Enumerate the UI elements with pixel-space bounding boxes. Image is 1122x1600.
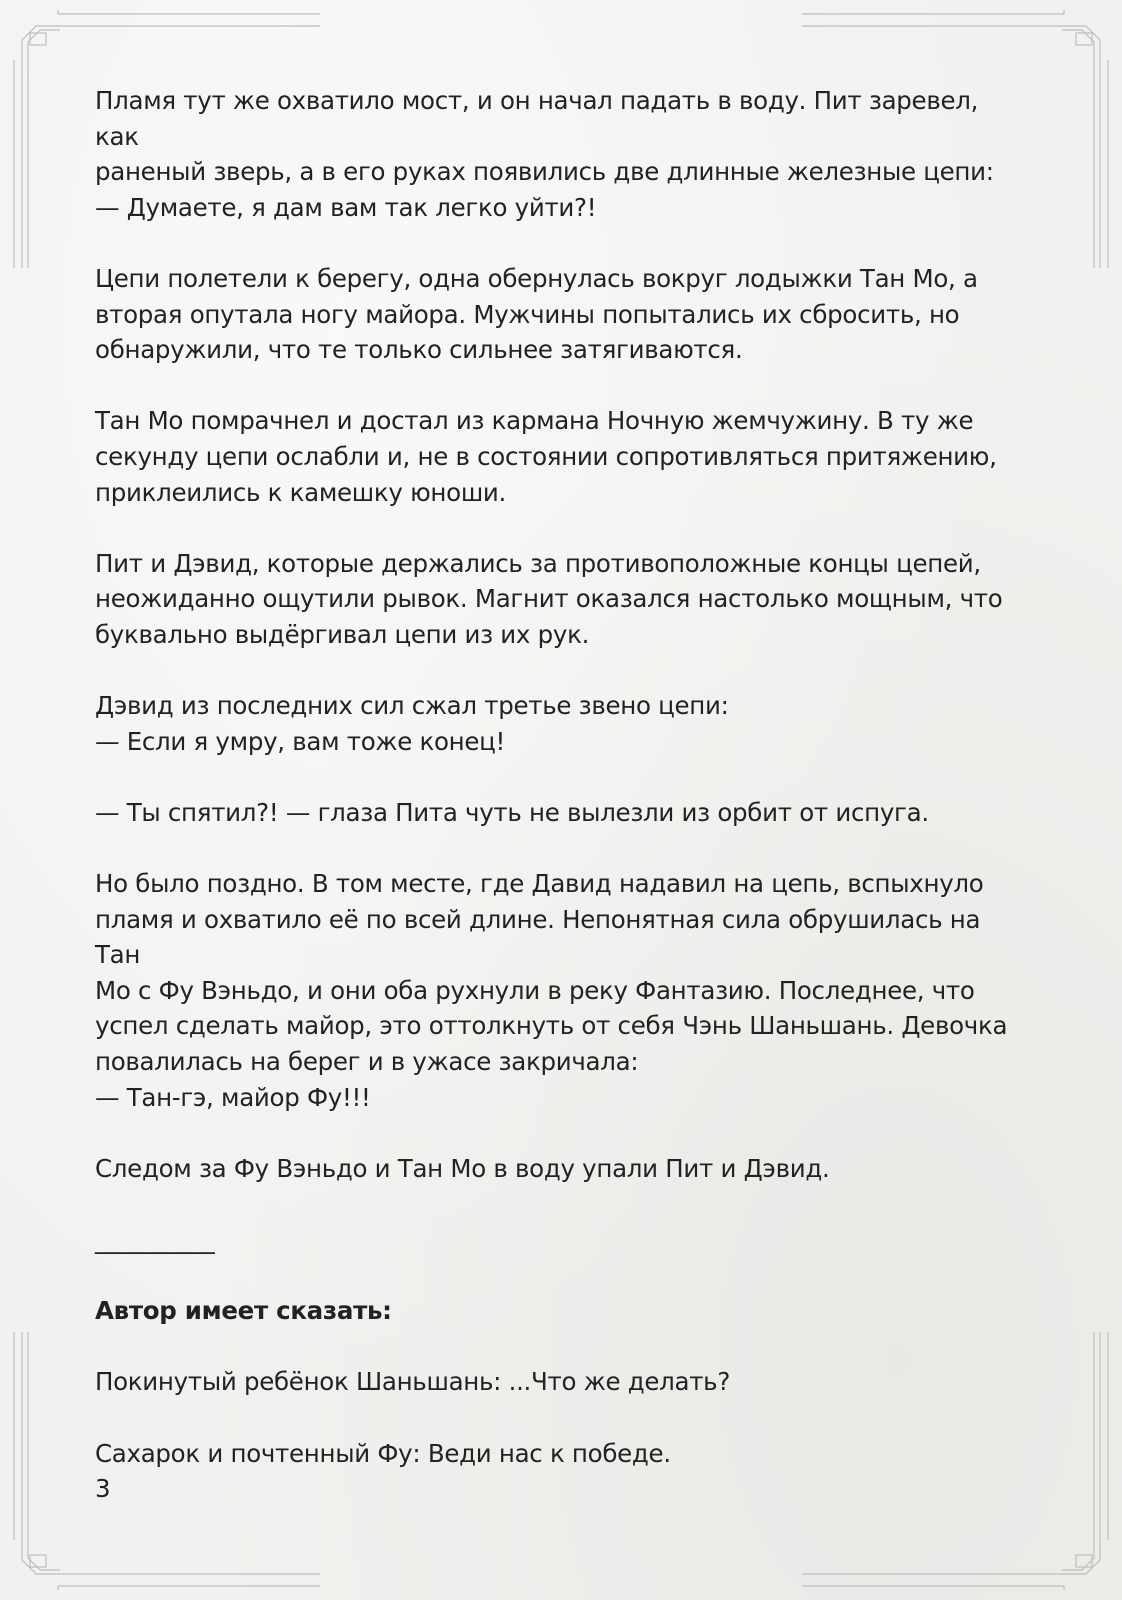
paragraph bbox=[95, 1151, 1025, 1187]
text-line: успел сделать майор, это оттолкнуть от себя Чэнь Шаньшань. Девочка bbox=[95, 1011, 1008, 1041]
page-number: 3 bbox=[95, 1474, 111, 1504]
text-line: Пламя тут же охватило мост, и он начал падать в воду. Пит заревел, как bbox=[95, 86, 979, 151]
text-line: пламя и охватило её по всей длине. Непонятная сила обрушилась на Тан bbox=[95, 904, 981, 970]
paragraph bbox=[95, 688, 1025, 759]
paragraph bbox=[95, 546, 1025, 653]
text-line: Дэвид из последних сил сжал третье звено цепи: bbox=[95, 691, 729, 721]
text-line: — Тан-гэ, майор Фу!!! bbox=[95, 1082, 371, 1112]
paragraph bbox=[95, 83, 1025, 225]
text-line: буквально выдёргивал цепи из их рук. bbox=[95, 619, 590, 649]
paragraph bbox=[95, 261, 1025, 368]
text-line: Мо с Фу Вэньдо, и они оба рухнули в реку Фантазию. Последнее, что bbox=[95, 975, 975, 1005]
text-line: секунду цепи ослабли и, не в состоянии сопротивляться притяжению, bbox=[95, 441, 997, 471]
text-line: — Если я умру, вам тоже конец! bbox=[95, 726, 506, 756]
text-line: обнаружили, что те только сильнее затягиваются. bbox=[95, 335, 743, 365]
author-note-line bbox=[95, 1364, 1025, 1400]
text-line: раненый зверь, а в его руках появились две длинные железные цепи: bbox=[95, 157, 994, 187]
text-line: приклеились к камешку юноши. bbox=[95, 477, 507, 507]
paragraph bbox=[95, 866, 1025, 1115]
author-note-heading: Автор имеет сказать: bbox=[95, 1296, 392, 1326]
text-line: Сахарок и почтенный Фу: Веди нас к победе. bbox=[95, 1438, 671, 1468]
text-line: Покинутый ребёнок Шаньшань: ...Что же делать? bbox=[95, 1367, 731, 1397]
text-line: неожиданно ощутили рывок. Магнит оказался настолько мощным, что bbox=[95, 584, 1003, 614]
text-line: Следом за Фу Вэньдо и Тан Мо в воду упали Пит и Дэвид. bbox=[95, 1153, 830, 1183]
paragraph bbox=[95, 795, 1025, 831]
text-line: Тан Мо помрачнел и достал из кармана Ночную жемчужину. В ту же bbox=[95, 406, 974, 436]
separator-rule: __________ bbox=[95, 1225, 215, 1254]
text-line: — Думаете, я дам вам так легко уйти?! bbox=[95, 192, 597, 222]
paragraph bbox=[95, 403, 1025, 510]
author-note-line bbox=[95, 1436, 1025, 1507]
text-line: повалилась на берег и в ужасе закричала: bbox=[95, 1047, 639, 1077]
text-line: Цепи полетели к берегу, одна обернулась вокруг лодыжки Тан Мо, а bbox=[95, 263, 978, 293]
text-line: — Ты спятил?! — глаза Пита чуть не вылезли из орбит от испуга. bbox=[95, 797, 929, 827]
text-line: Пит и Дэвид, которые держались за противоположные концы цепей, bbox=[95, 548, 981, 578]
text-line: Но было поздно. В том месте, где Давид надавил на цепь, вспыхнуло bbox=[95, 869, 984, 899]
document-body bbox=[95, 83, 1025, 1507]
text-line: вторая опутала ногу майора. Мужчины попытались их сбросить, но bbox=[95, 299, 960, 329]
